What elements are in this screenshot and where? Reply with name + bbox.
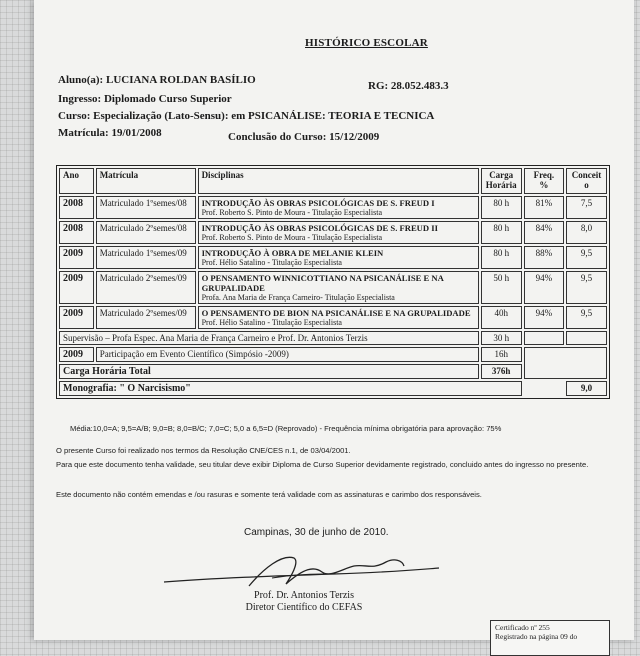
subject-name: O PENSAMENTO WINNICOTTIANO NA PSICANÁLISE E NA GRUPALIDADE — [201, 273, 444, 293]
subject-name: INTRODUÇÃO ÀS OBRAS PSICOLÓGICAS DE S. FREUD I — [201, 198, 435, 208]
row-enrollment: Matriculado 2ºsemes/09 — [96, 306, 196, 329]
row-subject — [198, 196, 479, 219]
row-freq: 84% — [524, 221, 564, 244]
row-year: 2009 — [59, 271, 94, 304]
certificate-register: Registrado na página 09 do — [495, 632, 578, 641]
row-grade: 9,5 — [566, 306, 607, 329]
student-name: LUCIANA ROLDAN BASÍLIO — [105, 74, 256, 86]
entry-value: Diplomado Curso Superior — [103, 93, 232, 105]
entry-line — [58, 93, 232, 105]
table-row — [59, 196, 607, 219]
row-year: 2008 — [59, 221, 94, 244]
monograph-spacer — [524, 381, 564, 396]
supervision-grade — [566, 331, 607, 345]
signer-name: Prof. Dr. Antonios Terzis — [254, 590, 354, 601]
participation-text: Participação em Evento Científico (Simpósio -2009) — [96, 347, 479, 362]
subject-name: INTRODUÇÃO À OBRA DE MELANIE KLEIN — [201, 248, 384, 258]
row-enrollment: Matriculado 1ºsemes/09 — [96, 246, 196, 269]
subject-name: O PENSAMENTO DE BION NA PSICANÁLISE E NA GRUPALIDADE — [201, 308, 471, 318]
subject-professor: Prof. Roberto S. Pinto de Moura - Titulação Especialista — [201, 208, 382, 217]
grading-note: Média:10,0=A; 9,5=A/B; 9,0=B; 8,0=B/C; 7,0=C; 5,0 a 6,5=D (Reprovado) - Frequência mínima obrigatória para aprovação: 75% — [70, 424, 502, 433]
row-subject — [198, 246, 479, 269]
row-subject — [198, 221, 479, 244]
certificate-stamp — [490, 620, 610, 656]
supervision-hours: 30 h — [481, 331, 522, 345]
row-year: 2008 — [59, 196, 94, 219]
header-freq: Freq. % — [524, 168, 564, 194]
row-grade: 9,5 — [566, 246, 607, 269]
subject-professor: Prof. Roberto S. Pinto de Moura - Titulação Especialista — [201, 233, 382, 242]
row-freq: 88% — [524, 246, 564, 269]
document-page — [34, 0, 634, 640]
supervision-text: Supervisão – Profa Espec. Ana Maria de França Carneiro e Prof. Dr. Antonios Terzis — [59, 331, 479, 345]
total-label: Carga Horária Total — [59, 364, 479, 379]
monograph-row — [59, 381, 607, 396]
document-title: HISTÓRICO ESCOLAR — [305, 37, 428, 49]
completion-value: 15/12/2009 — [329, 131, 380, 143]
certificate-number: Certificado nº 255 — [495, 623, 550, 632]
signer-block — [204, 590, 404, 614]
table-header-row — [59, 168, 607, 194]
subject-professor: Profa. Ana Maria de França Carneiro- Titulação Especialista — [201, 293, 395, 302]
entry-label: Ingresso: — [58, 93, 102, 105]
total-hours: 376h — [481, 364, 522, 379]
row-subject — [198, 271, 479, 304]
row-freq: 94% — [524, 271, 564, 304]
header-enrollment: Matrícula — [96, 168, 196, 194]
course-line — [58, 110, 434, 122]
place-date: Campinas, 30 de junho de 2010. — [244, 527, 389, 538]
header-grade: Conceit o — [566, 168, 607, 194]
rg-value: 28.052.483.3 — [390, 80, 449, 92]
monograph-grade: 9,0 — [566, 381, 607, 396]
subject-professor: Prof. Hélio Satalino - Titulação Especialista — [201, 258, 342, 267]
row-freq: 81% — [524, 196, 564, 219]
row-hours: 40h — [481, 306, 522, 329]
completion-label: Conclusão do Curso: — [228, 131, 327, 143]
row-hours: 80 h — [481, 246, 522, 269]
course-label: Curso: — [58, 110, 91, 122]
resolution-paragraph: O presente Curso foi realizado nos termos da Resolução CNE/CES n.1, de 03/04/2001. — [56, 446, 351, 455]
student-rg-line — [368, 80, 449, 92]
participation-blank — [524, 347, 607, 379]
enrollment-line — [58, 127, 162, 139]
transcript-table — [56, 165, 610, 399]
row-hours: 50 h — [481, 271, 522, 304]
signature-icon — [154, 548, 454, 596]
row-subject — [198, 306, 479, 329]
row-year: 2009 — [59, 306, 94, 329]
row-grade: 7,5 — [566, 196, 607, 219]
signer-role: Diretor Científico do CEFAS — [245, 602, 363, 613]
row-year: 2009 — [59, 246, 94, 269]
header-subjects: Disciplinas — [198, 168, 479, 194]
rg-label: RG: — [368, 80, 389, 92]
table-row — [59, 246, 607, 269]
subject-name: INTRODUÇÃO ÀS OBRAS PSICOLÓGICAS DE S. FREUD II — [201, 223, 438, 233]
supervision-freq — [524, 331, 564, 345]
table-row — [59, 221, 607, 244]
row-freq: 94% — [524, 306, 564, 329]
row-grade: 8,0 — [566, 221, 607, 244]
enrollment-value: 19/01/2008 — [111, 127, 162, 139]
no-erasures-paragraph: Este documento não contém emendas e /ou rasuras e somente terá validade com as assinaturas e carimbo dos responsáveis. — [56, 490, 482, 499]
header-hours: Carga Horária — [481, 168, 522, 194]
student-name-line — [58, 74, 256, 86]
row-hours: 80 h — [481, 221, 522, 244]
row-hours: 80 h — [481, 196, 522, 219]
row-enrollment: Matriculado 2ºsemes/08 — [96, 221, 196, 244]
row-enrollment: Matriculado 1ºsemes/08 — [96, 196, 196, 219]
header-year: Ano — [59, 168, 94, 194]
monograph-label: Monografia: " O Narcisismo" — [59, 381, 522, 396]
validity-paragraph: Para que este documento tenha validade, seu titular deve exibir Diploma de Curso Superior devidamente registrado, concluido antes do ingresso no presente. — [56, 460, 589, 469]
student-name-label: Aluno(a): — [58, 74, 104, 86]
subject-professor: Prof. Hélio Satalino - Titulação Especialista — [201, 318, 342, 327]
participation-year: 2009 — [59, 347, 94, 362]
row-grade: 9,5 — [566, 271, 607, 304]
enrollment-label: Matrícula: — [58, 127, 109, 139]
table-row — [59, 271, 607, 304]
participation-hours: 16h — [481, 347, 522, 362]
table-row — [59, 306, 607, 329]
supervision-row — [59, 331, 607, 345]
completion-line — [228, 131, 379, 143]
row-enrollment: Matriculado 2ºsemes/09 — [96, 271, 196, 304]
participation-row — [59, 347, 607, 362]
course-value: Especialização (Lato-Sensu): em PSICANÁLISE: TEORIA E TECNICA — [93, 110, 435, 122]
